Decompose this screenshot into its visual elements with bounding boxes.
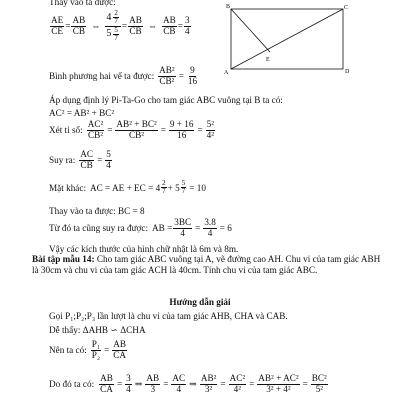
fraction: [145, 374, 160, 394]
numerator: AB²: [200, 373, 217, 383]
ab-line: Từ đó ta cũng suy ra được: AB = $\frac{3BC}{4}$ = $\frac{3.8}{4}$ = 6: [49, 217, 232, 238]
do-do-line: [49, 374, 329, 394]
guide-heading: Hướng dẫn giải: [169, 297, 231, 307]
numerator: 9 + 16: [169, 119, 194, 129]
whole: 5: [106, 28, 112, 40]
denominator: CB²: [87, 129, 103, 140]
denominator: 7: [114, 34, 118, 43]
numerator: AB: [163, 15, 176, 26]
squared-ratio-line: Bình phương hai vế ta được: $\frac{\text{AB²}}{\text{CB²}}$ = $\frac{9}{16}$: [49, 65, 198, 86]
fraction: [257, 374, 299, 394]
fraction-ab-cb-2: [128, 16, 143, 36]
numerator: 5: [114, 25, 118, 34]
denominator: CB: [163, 25, 176, 36]
label-d: D: [345, 69, 350, 75]
expression: AB =: [152, 222, 173, 233]
numerator: AC²: [229, 373, 246, 383]
rectangle-figure: [222, 2, 362, 78]
fraction-ab-cb-3: [162, 16, 177, 36]
fraction-ac-cb: [79, 150, 94, 170]
numerator: 2: [114, 9, 118, 17]
fraction-ab-ca: [112, 340, 127, 360]
operator: =: [163, 378, 169, 389]
numerator: AE: [51, 15, 64, 26]
fraction: [229, 374, 247, 394]
numerator: P₁: [91, 339, 101, 349]
expression: AC = AE + EC = 4: [90, 182, 161, 193]
denominator: CA: [100, 383, 113, 394]
numerator: 3BC: [174, 217, 192, 227]
fraction-three-fourths: [184, 16, 191, 36]
numerator: AB: [100, 373, 113, 383]
ratio-line: Xét tỉ số: $\frac{\text{AC²}}{\text{CB²}}$ = $\frac{\text{AB² + BC²}}{\text{CB²}}$ = $\frac{9 + 16}{16}$ = $\frac{\text{5²}}{\text{4²}}$: [49, 119, 215, 140]
denominator: 3: [150, 383, 156, 394]
operator: =: [302, 378, 308, 389]
numerator: 3: [184, 15, 190, 26]
numerator: AB: [72, 15, 86, 26]
numerator: 3: [126, 373, 131, 383]
goi-line: Gọi P₁;P₂;P₃ lần lượt là chu vi của tam giác AHB, CHA và CAB.: [49, 311, 288, 321]
fraction-ab2-cb2: [158, 66, 176, 86]
label: Từ đó ta cũng suy ra được:: [49, 222, 149, 233]
fraction-ab-cb: [71, 16, 86, 36]
fraction: [171, 374, 186, 394]
denominator: 7: [162, 187, 166, 196]
equivalence-sign: ⇔: [147, 20, 158, 31]
equals-sign: =: [177, 20, 183, 31]
denominator: 3² + 4²: [266, 383, 291, 394]
denominator: 4: [106, 159, 111, 170]
denominator: P₂: [91, 349, 101, 360]
diagonal-ac: [231, 9, 343, 69]
numerator: 9: [190, 65, 195, 75]
fraction: [125, 374, 132, 394]
denominator: 4²: [233, 383, 241, 394]
numerator: 5: [106, 149, 111, 159]
fraction: [161, 180, 167, 196]
denominator: CB: [129, 25, 142, 36]
mixed-number-2: [106, 27, 120, 43]
label: Do đó ta có:: [49, 378, 95, 389]
label: Bình phương hai vế ta được:: [49, 70, 155, 81]
operator: =: [249, 378, 255, 389]
numerator: AC: [80, 149, 94, 159]
fraction: [99, 374, 114, 394]
denominator: 4: [207, 227, 213, 238]
equals-sign: =: [65, 20, 71, 31]
fraction: [169, 120, 195, 140]
label-e: E: [266, 57, 270, 63]
fraction: [206, 120, 215, 140]
fraction: [173, 218, 192, 238]
denominator: 3²: [204, 383, 213, 394]
nen-line: Nên ta có: $\frac{\text{P₁}}{\text{P₂}}$ = $\frac{AB}{CA}$: [49, 339, 127, 360]
pythagoras-equation: AC² = AB² + BC²: [49, 108, 115, 118]
fraction: [181, 180, 187, 196]
conclusion-line: Vậy các kích thước của hình chữ nhật là 6m và 8m.: [49, 244, 239, 254]
problem-text: Cho tam giác ABC vuông tại A, vẽ đường cao AH. Chu vi của tam giác ABH là 30cm và chu vi của tam giác ACH là 40cm. Tính chu vi của tam giác ABC.: [32, 254, 381, 275]
equivalence-sign: ⇔: [91, 20, 101, 31]
denominator: 4²: [206, 129, 215, 140]
mat-khac-line: [49, 180, 206, 196]
denominator: CB: [72, 25, 85, 36]
numerator: AB² + AC²: [258, 373, 299, 383]
fraction-mixed: [105, 10, 121, 42]
label-c: C: [344, 5, 349, 11]
fraction-p1-p2: [91, 340, 101, 360]
numerator: AB: [129, 15, 142, 26]
numerator: 3.8: [204, 217, 216, 227]
mixed-number-1: [106, 10, 120, 26]
fraction: [87, 120, 105, 140]
whole: 4: [106, 11, 112, 23]
denominator: 7: [114, 17, 118, 26]
intro-line: Thay vào ta được:: [49, 0, 116, 7]
denominator: CB²: [159, 75, 175, 86]
numerator: AB: [146, 373, 160, 383]
numerator: BC²: [311, 373, 327, 383]
numerator: AB² + BC²: [116, 119, 157, 129]
label-b: B: [226, 4, 231, 10]
denominator: 7: [181, 187, 186, 196]
numerator: 5²: [206, 119, 215, 129]
label: Nên ta có:: [49, 344, 87, 355]
denominator: 4: [126, 383, 131, 394]
label: Mặt khác:: [49, 182, 86, 193]
denominator: 4: [180, 227, 185, 238]
fraction: [311, 374, 328, 394]
fraction-5-4: [105, 150, 112, 170]
segment-be: [231, 9, 270, 52]
denominator: 4: [184, 25, 190, 36]
denominator: CB: [80, 159, 93, 170]
label: Xét tỉ số:: [49, 124, 83, 135]
denominator: 4: [176, 383, 182, 394]
de-thay-line: Dễ thấy: ΔAHB ∽ ΔCHA: [49, 325, 146, 335]
numerator: AC: [172, 373, 186, 383]
numerator: AB: [113, 339, 127, 349]
numerator: AB²: [159, 65, 175, 75]
expression: + 5: [167, 182, 180, 193]
fraction-ae-ce: [50, 16, 64, 36]
operator: =: [220, 378, 226, 389]
label: Suy ra:: [49, 154, 76, 165]
label-a: A: [224, 70, 229, 76]
equation-ae-ce: [49, 10, 192, 42]
denominator: 16: [177, 129, 187, 140]
numerator: AC²: [87, 119, 104, 129]
equals-sign: =: [121, 20, 128, 31]
pythagoras-line: Áp dụng định lý Pi-Ta-Go cho tam giác ABC vuông tại B ta có:: [49, 95, 283, 105]
fraction: [200, 374, 218, 394]
problem-statement: [32, 254, 382, 275]
numerator: 2: [162, 179, 166, 187]
operator: ⇒: [189, 378, 197, 389]
expression: = 10: [189, 182, 206, 193]
fraction-9-16: [187, 66, 198, 86]
denominator: 16: [187, 75, 198, 86]
denominator: CA: [113, 349, 127, 360]
fraction: [115, 120, 157, 140]
problem-title: Bài tập mẫu 14:: [32, 254, 95, 264]
operator: =: [116, 378, 123, 389]
suy-ra-line: Suy ra: $\frac{AC}{CB}$ = $\frac{5}{4}$: [49, 149, 111, 170]
bc-line: Thay vào ta được: BC = 8: [49, 206, 145, 216]
numerator: 5: [181, 179, 186, 187]
expression: = 6: [219, 222, 232, 233]
operator: ⇒: [134, 378, 143, 389]
denominator: 5²: [315, 383, 323, 394]
denominator: CE: [51, 25, 63, 36]
fraction: [203, 218, 216, 238]
denominator: CB²: [129, 129, 145, 140]
